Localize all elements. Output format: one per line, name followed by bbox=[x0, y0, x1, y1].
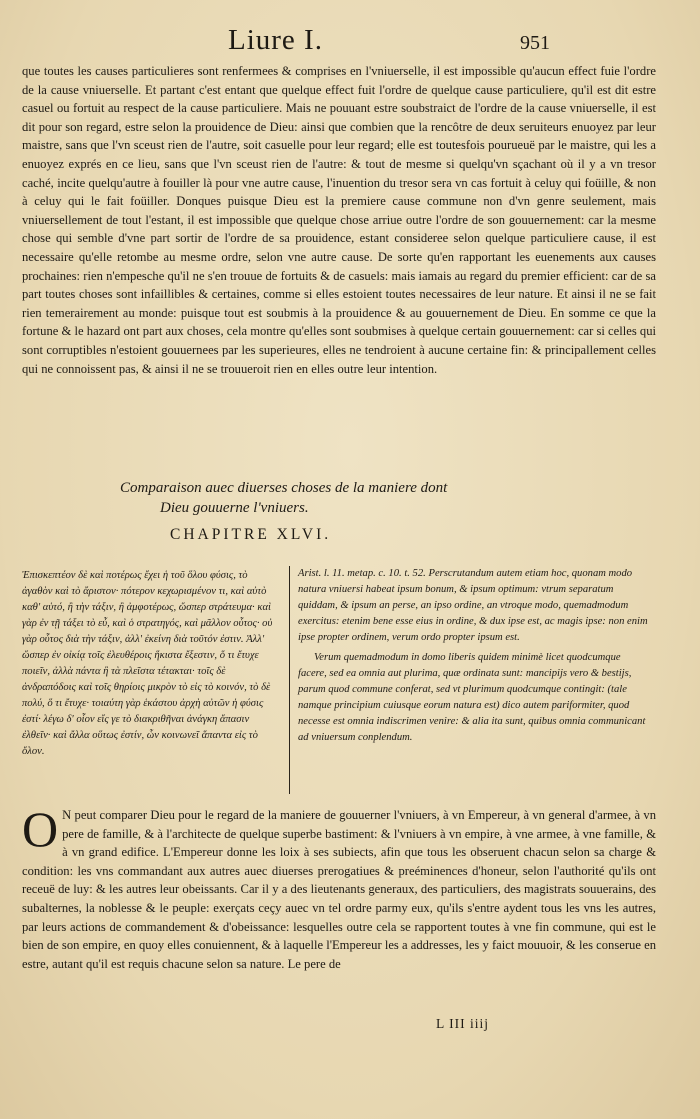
latin-paragraph-1 bbox=[298, 566, 650, 646]
section-heading bbox=[120, 478, 580, 518]
heading-line-2: Dieu gouuerne l'vniuers. bbox=[160, 500, 309, 516]
running-title: Liure I. bbox=[228, 24, 323, 56]
greek-quotation: Ἐπισκεπτέον δὲ καὶ ποτέρως ἔχει ἡ τοῦ ὅλου φύσις, τὸ ἀγαθὸν καὶ τὸ ἄριστον· πότερον κεχωρισμένον τι, καὶ αὐτὸ καθ' αὑτό, ἢ τὴν τάξιν, ἢ ἀμφοτέρως, ὥσπερ στράτευμα· καὶ γὰρ ἐν τῇ τάξει τὸ εὖ, καὶ ὁ στρατηγός, καὶ μᾶλλον οὗτος· οὐ γὰρ οὗτος διὰ τὴν τάξιν, ἀλλ' ἐκείνη διὰ τοῦτόν ἐστιν. Ἀλλ' ὥσπερ ἐν οἰκίᾳ τοῖς ἐλευθέροις ἥκιστα ἔξεστιν, ὅ τι ἔτυχε ποιεῖν, ἀλλὰ πάντα ἢ τὰ πλεῖστα τέτακται· τοῖς δὲ ἀνδραπόδοις καὶ τοῖς θηρίοις μικρὸν τὸ εἰς τὸ κοινόν, τὸ δὲ πολύ, ὅ τι ἔτυχε· τοιαύτη γὰρ ἑκάστου ἀρχὴ αὐτῶν ἡ φύσις ἐστί· λέγω δ' οἷον εἴς γε τὸ διακριθῆναι ἀνάγκη ἅπασιν ἐλθεῖν· καὶ ἄλλα οὕτως ἐστίν, ὧν κοινωνεῖ ἅπαντα εἰς τὸ ὅλον. bbox=[22, 570, 273, 757]
final-paragraph bbox=[22, 801, 656, 973]
running-head bbox=[0, 18, 700, 62]
chapter-title: CHAPITRE XLVI. bbox=[170, 526, 332, 543]
latin-quotation bbox=[298, 566, 650, 746]
heading-line-1: Comparaison auec diuerses choses de la maniere dont bbox=[120, 480, 448, 496]
main-paragraph bbox=[22, 62, 656, 378]
latin-text-1: Perscrutandum autem etiam hoc, quonam modo natura vniuersi habeat ipsum bonum, & ipsum optimum: vtrum separatum quiddam, & ipsum an perse, an ipso ordine, an vtroque modo, quemadmodum exercitus: etenim bene esse eius in ordine, & dux ipse est, ac magis ipse: non enim ipse propter ordinem, verum ordo propter ipsum est. bbox=[298, 568, 648, 643]
final-text: N peut comparer Dieu pour le regard de la maniere de gouuerner l'vniuers, à vn Empereur, à vn general d'armee, à vn pere de famille, & à l'architecte de quelque superbe bastiment: & l'vniuers à vn empire, à vne armee, à vne famille, & à vn grand edifice. L'Empereur donne les loix à ses subiects, afin que tous les obseruent chacun selon sa charge & condition: les vns commandant aux autres auec diuerses prerogatiues & preéminences d'honeur, selon l'authorité qu'ils ont receuë de luy: & les autres leur obeissants. Car il y a des lieutenants generaux, des particuliers, des magistrats souuerains, des subalternes, la noblesse & le peuple: exerçats ceçy auec vn tel ordre parmy eux, qu'ils s'entre aydent tous les vns les autres, par leurs actions de commandement & d'obeissance: lesquelles outre cela se rapportent toutes à vne fin commune, qui est le bien de son empire, en quoy elles conuiennent, & à laquelle l'Empereur les a addresses, les y faict mouuoir, & les conserue en estre, autant qu'il est requis chacune selon sa nature. Le pere de bbox=[22, 808, 656, 971]
paragraph-text: que toutes les causes particulieres sont renfermees & comprises en l'vniuerselle, il est impossible qu'aucun effect fuie l'ordre de la cause vniuerselle. Et partant c'est entant que quelque effect fuit l'ordre de quelque cause particuliere, qu'il est dit estre casuel ou fortuit au respect de la cause particuliere. Mais ne pouuant estre soubstraict de l'ordre de la cause vniuerselle, il est dit pour son regard, estre selon la prouidence de Dieu: ainsi que combien que la rencôtre de deux seruiteurs enuoyez par leur maistre, sans que l'vn sceust rien de l'autre, soit casuelle pour leur regard; elle est toutesfois pourueuë par le maistre, qui les a enuoyez exprés en ce lieu, sans que l'vn sceust rien de l'autre: & tout de mesme si quelqu'vn sçachant où il y a vn tresor caché, incite quelqu'autre à fouiller là pour vne autre cause, l'inuention du tresor sera vn cas fortuit à celuy qui foüille, & non à celuy qui le fait foüiller. Donques puisque Dieu est la premiere cause commune non d'vn genre seulement, mais vniuersellement de tout l'estant, il est impossible que quelque chose arriue outre l'ordre de son gouuernement: car la mesme chose qui semble d'vne part sortir de l'ordre de sa prouidence, estant consideree selon quelque particuliere cause, il est necessaire qu'elle retombe au mesme ordre, selon vne autre cause. De sorte qu'en rapportant les euenements aux causes prochaines: rien n'empesche qu'il ne s'en trouue de fortuits & de casuels: mais iamais au regard du premier efficient: car de sa part toutes choses sont infaillibles & certaines, comme si elles estoient toutes necessaires de leur nature. Et ainsi il ne se fait rien temerairement au monde: puisque tout est soubmis à la prouidence & au gouuernement de Dieu. En somme ce que la fortune & le hazard ont part aux choses, cela montre qu'elles sont soubmises à quelque certain gouuernement: car si celles qui sont corruptibles n'estoient gouuernees par les superieures, elles ne tendroient à aucune certaine fin: & principallement celles qui ne connoissent pas, & ainsi il ne se trouueroit rien en elles outre leur intention. bbox=[22, 64, 656, 376]
drop-cap: O bbox=[22, 801, 59, 857]
folio-number: 951 bbox=[520, 32, 550, 54]
latin-reference: Arist. l. 11. metap. c. 10. t. 52. bbox=[298, 568, 426, 579]
signature-mark: L III iiij bbox=[436, 1016, 489, 1031]
column-rule bbox=[289, 566, 290, 794]
latin-paragraph-2: Verum quemadmodum in domo liberis quidem minimè licet quodcumque facere, sed ea omnia aut plurima, quæ ordinata sunt: mancipijs vero & bestijs, parum quod commune conferat, sed vt plurimum quodcumque contingit: (tale namque principium cuiusque eorum natura est) dico autem pariformiter, quod necesse est omnia indiscrimen venire: & alia ita sunt, quibus omnia communicant ad vniuersum conplendum. bbox=[298, 652, 646, 743]
